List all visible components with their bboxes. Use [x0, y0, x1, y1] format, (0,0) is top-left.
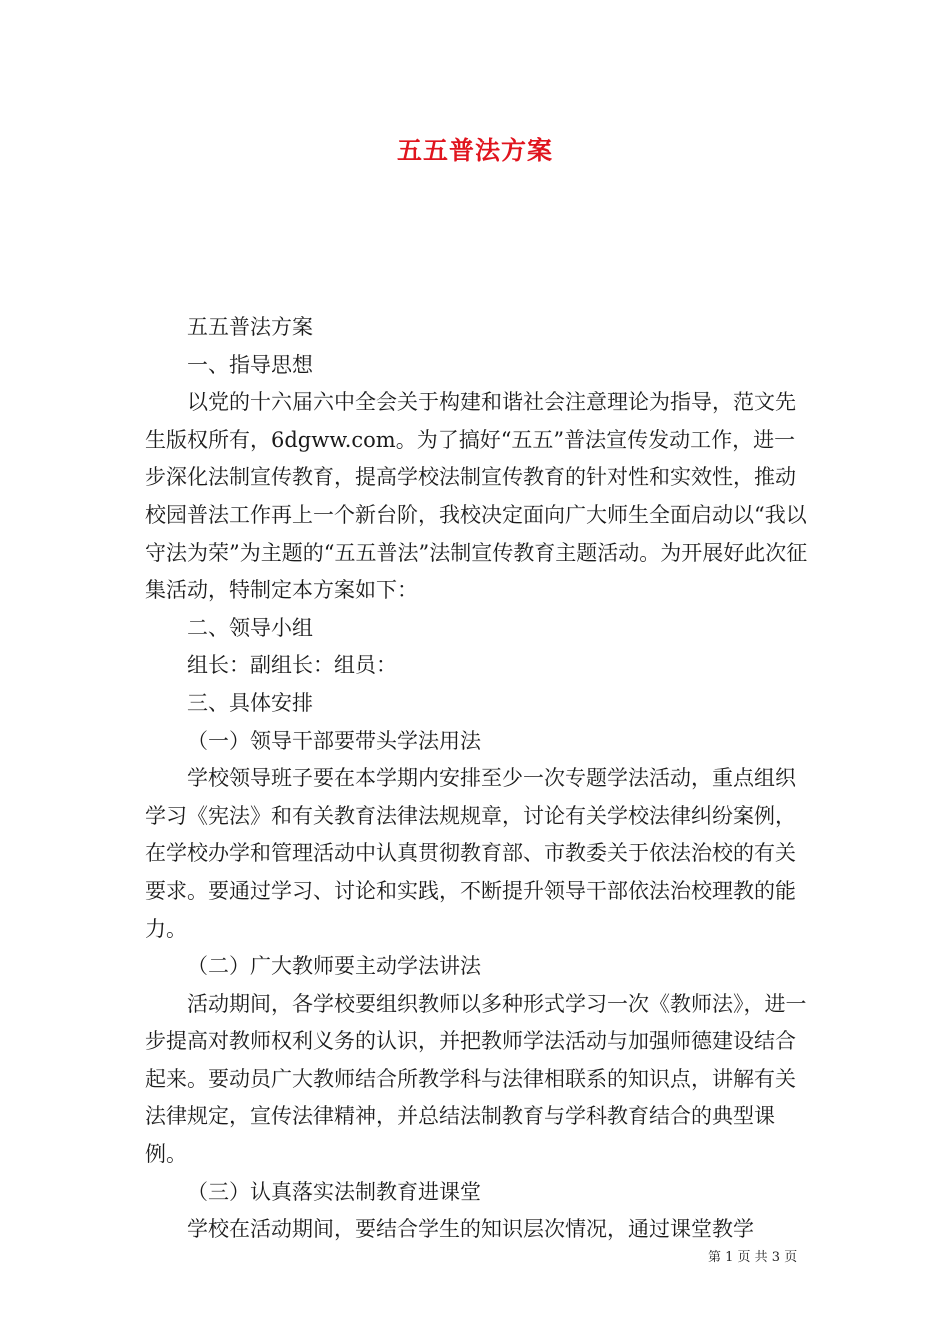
paragraph-law-education-classroom: 学校在活动期间，要结合学生的知识层次情况，通过课堂教学: [187, 1217, 754, 1242]
section-heading-leadership-group: 二、领导小组: [187, 615, 313, 640]
paragraph-doc-title: 五五普法方案: [187, 315, 313, 339]
paragraph-leaders-study-law: 学校领导班子要在本学期内安排至少一次专题学法活动，重点组织学习《宪法》和有关教育法律法规规章，讨论有关学校法律纠纷案例，在学校办学和管理活动中认真贯彻教育部、市教委关于依法治校的有关要求。要通过学习、讨论和实践，不断提升领导干部依法治校理教的能力。: [145, 766, 796, 941]
section-heading-arrangements: 三、具体安排: [187, 690, 313, 715]
paragraph-teachers-study-law: 活动期间，各学校要组织教师以多种形式学习一次《教师法》，进一步提高对教师权利义务的认识，并把教师学法活动与加强师德建设结合起来。要动员广大教师结合所教学科与法律相联系的知识点，讲解有关法律规定，宣传法律精神，并总结法制教育与学科教育结合的典型课例。: [145, 991, 807, 1167]
subheading-teachers-study-law: （二）广大教师要主动学法讲法: [187, 954, 481, 979]
section-heading-guiding-ideology: 一、指导思想: [187, 352, 313, 377]
document-body: [145, 309, 813, 1249]
subheading-law-education-classroom: （三）认真落实法制教育进课堂: [187, 1179, 481, 1204]
paragraph-guiding-ideology: 以党的十六届六中全会关于构建和谐社会注意理论为指导，范文先生版权所有，6dgww.com。为了搞好“五五”普法宣传发动工作，进一步深化法制宣传教育，提高学校法制宣传教育的针对性和实效性，推动校园普法工作再上一个新台阶，我校决定面向广大师生全面启动以“我以守法为荣”为主题的“五五普法”法制宣传教育主题活动。为开展好此次征集活动，特制定本方案如下：: [145, 390, 808, 603]
subheading-leaders-study-law: （一）领导干部要带头学法用法: [187, 728, 481, 753]
paragraph-leadership-members: 组长：副组长：组员：: [187, 653, 397, 678]
page-number-footer: 第 1 页 共 3 页: [708, 1250, 798, 1265]
page-title: 五五普法方案: [396, 136, 553, 165]
